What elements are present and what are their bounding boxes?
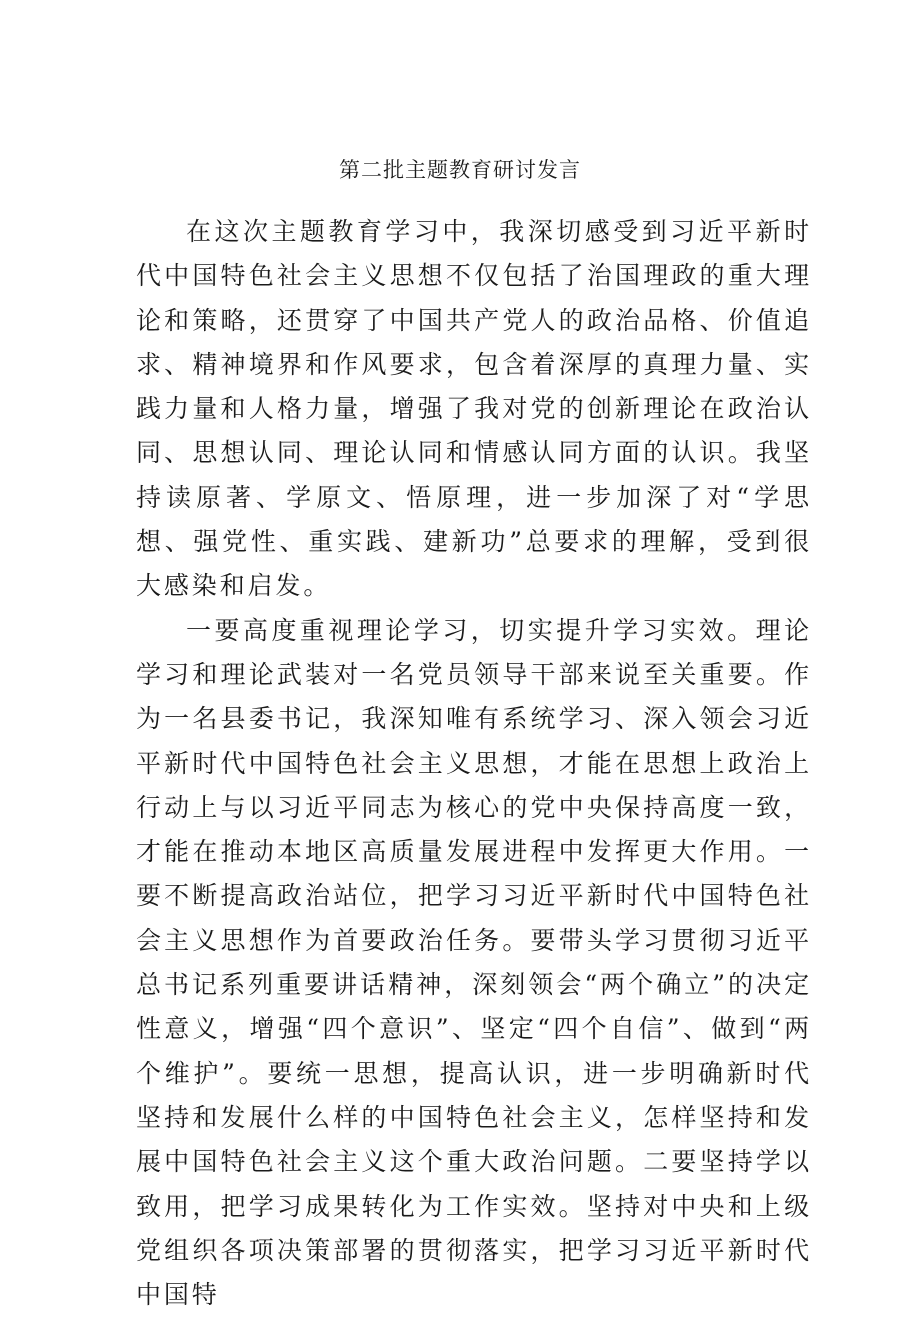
paragraph-theory-study: 一要高度重视理论学习，切实提升学习实效。理论学习和理论武装对一名党员领导干部来说至关重要。作为一名县委书记，我深知唯有系统学习、深入领会习近平新时代中国特色社会主义思想，才能在思想上政治上行动上与以习近平同志为核心的党中央保持高度一致，才能在推动本地区高质量发展进程中发挥更大作用。一要不断提高政治站位，把学习习近平新时代中国特色社会主义思想作为首要政治任务。要带头学习贯彻习近平总书记系列重要讲话精神，深刻领会“两个确立”的决定性意义，增强“四个意识”、坚定“四个自信”、做到“两个维护”。要统一思想，提高认识，进一步明确新时代坚持和发展什么样的中国特色社会主义，怎样坚持和发展中国特色社会主义这个重大政治问题。二要坚持学以致用，把学习成果转化为工作实效。坚持对中央和上级党组织各项决策部署的贯彻落实，把学习习近平新时代中国特 (136, 615, 812, 1310)
paragraph-intro: 在这次主题教育学习中，我深切感受到习近平新时代中国特色社会主义思想不仅包括了治国理政的重大理论和策略，还贯穿了中国共产党人的政治品格、价值追求、精神境界和作风要求，包含着深厚的真理力量、实践力量和人格力量，增强了我对党的创新理论在政治认同、思想认同、理论认同和情感认同方面的认识。我坚持读原著、学原文、悟原理，进一步加深了对“学思想、强党性、重实践、建新功”总要求的理解，受到很大感染和启发。 (136, 217, 812, 601)
document-title: 第二批主题教育研讨发言 (339, 158, 581, 182)
document-body (136, 210, 812, 1317)
